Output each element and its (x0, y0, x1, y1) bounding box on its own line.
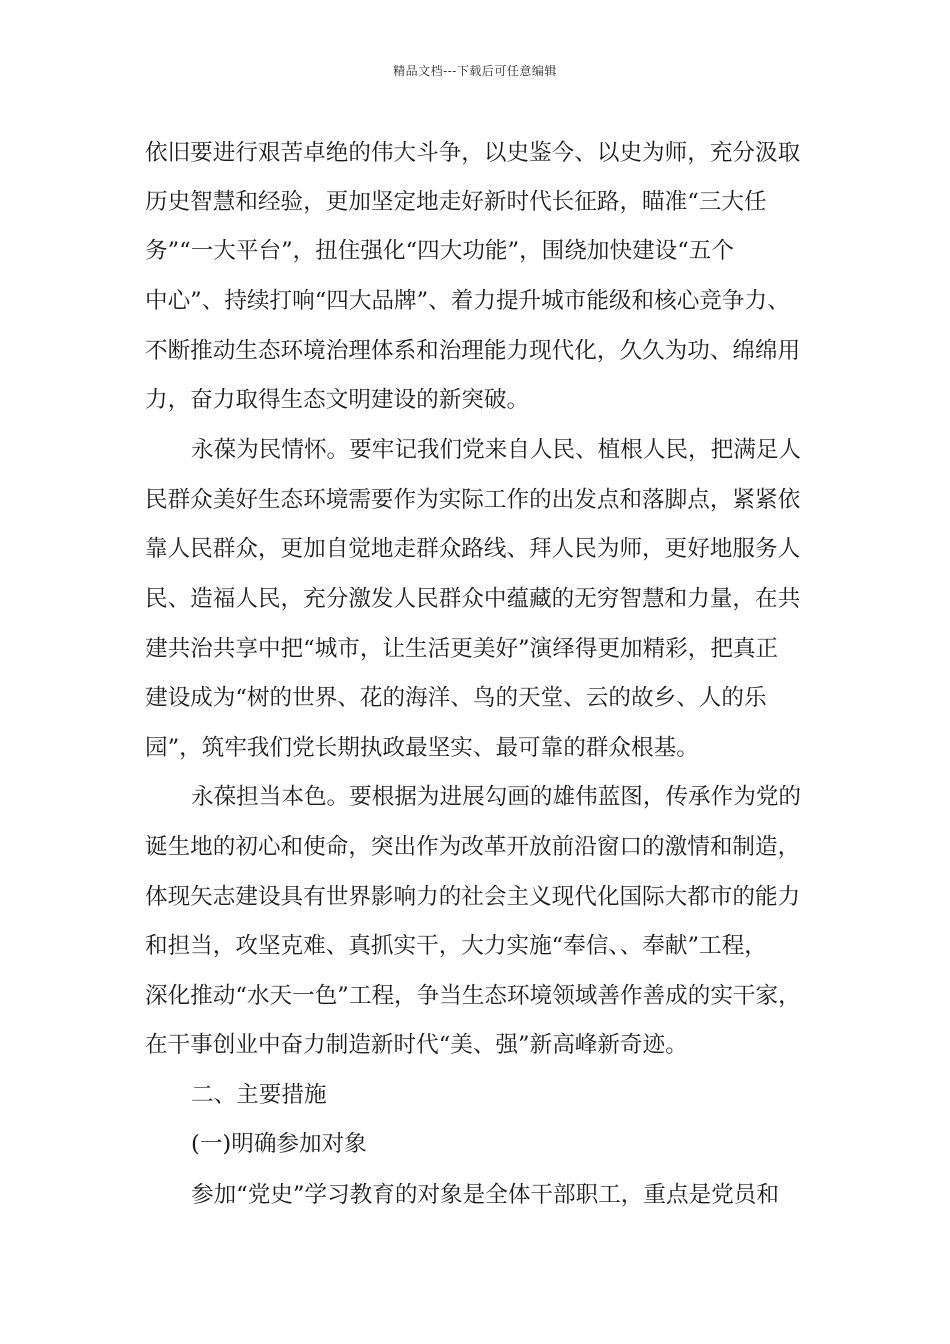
text-line: 务”“一大平台”，扭住强化“四大功能”，围绕加快建设“五个 (145, 238, 734, 264)
subsection-heading: (一)明确参加对象 (191, 1131, 367, 1157)
text-line: 诞生地的初心和使命，突出作为改革开放前沿窗口的激情和制造， (145, 834, 801, 860)
text-line: 中心”、持续打响“四大品牌”、着力提升城市能级和核心竞争力、 (145, 288, 790, 314)
text-line: 历史智慧和经验，更加坚定地走好新时代长征路，瞄准“三大任 (145, 189, 767, 215)
text-line: 力，奋力取得生态文明建设的新突破。 (145, 387, 530, 413)
text-line: 在干事创业中奋力制造新时代“美、强”新高峰新奇迹。 (145, 1032, 688, 1058)
text-line: 建共治共享中把“城市，让生活更美好”演绎得更加精彩，把真正 (145, 636, 779, 662)
text-line: 依旧要进行艰苦卓绝的伟大斗争，以史鉴今、以史为师，充分汲取 (145, 140, 801, 166)
text-line: 民、造福人民，充分激发人民群众中蕴藏的无穷智慧和力量，在共 (145, 586, 801, 612)
text-line: 不断推动生态环境治理体系和治理能力现代化，久久为功、绵绵用 (145, 338, 801, 364)
paragraph-first-line: 参加“党史”学习教育的对象是全体干部职工，重点是党员和 (191, 1182, 779, 1208)
text-line: 深化推动“水天一色”工程，争当生态环境领域善作善成的实干家， (145, 983, 801, 1009)
text-line: 靠人民群众，更加自觉地走群众路线、拜人民为师，更好地服务人 (145, 536, 801, 562)
text-line: 民群众美好生态环境需要作为实际工作的出发点和落脚点，紧紧依 (145, 487, 801, 513)
paragraph-first-line: 永葆担当本色。要根据为进展勾画的雄伟蓝图，传承作为党的 (191, 784, 802, 810)
text-line: 体现矢志建设具有世界影响力的社会主义现代化国际大都市的能力 (145, 884, 801, 910)
text-line: 园”，筑牢我们党长期执政最坚实、最可靠的群众根基。 (145, 735, 699, 761)
text-line: 和担当，攻坚克难、真抓实干，大力实施“奉信、、奉献”工程， (145, 933, 767, 959)
section-heading: 二、主要措施 (191, 1082, 327, 1108)
text-line: 建设成为“树的世界、花的海洋、鸟的天堂、云的故乡、人的乐 (145, 685, 767, 711)
paragraph-first-line: 永葆为民情怀。要牢记我们党来自人民、植根人民，把满足人 (191, 437, 802, 463)
page-header: 精品文档---下载后可任意编辑 (393, 64, 557, 78)
